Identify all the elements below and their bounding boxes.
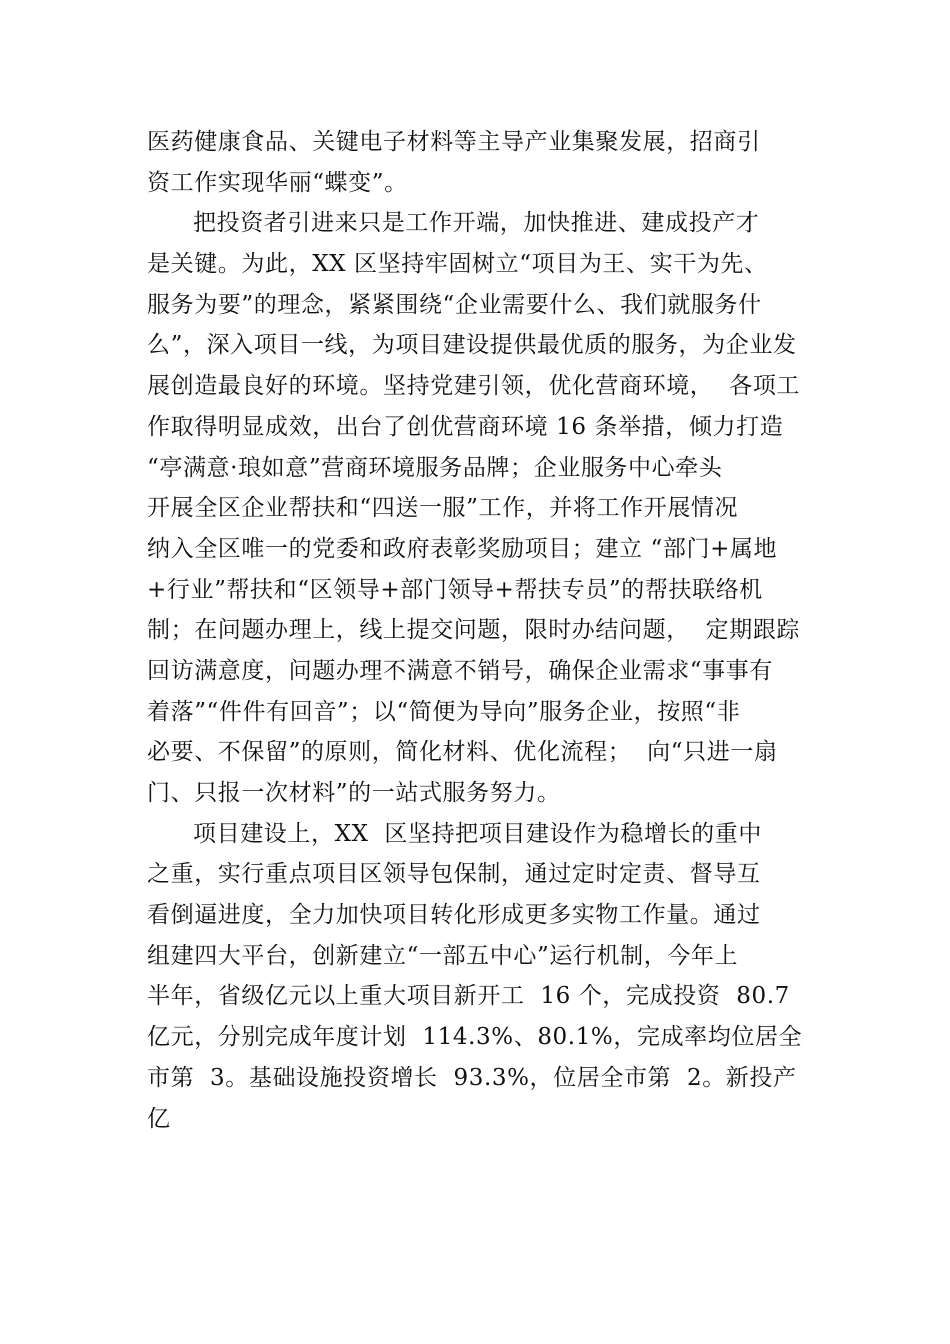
text-line: 亿元，分别完成年度计划 114.3%、80.1%，完成率均位居全 [147,1024,803,1051]
text-line: 亿 [147,1105,171,1132]
text-line: 半年，省级亿元以上重大项目新开工 16 个，完成投资 80.7 [147,983,790,1010]
text-line: 门、只报一次材料”的一站式服务努力。 [147,780,561,806]
text-line: 必要、不保留”的原则，简化材料、优化流程； 向“只进一扇 [147,739,778,766]
text-line: 纳入全区唯一的党委和政府表彰奖励项目；建立 “部门+属地 [147,535,778,562]
text-line: 服务为要”的理念，紧紧围绕“企业需要什么、我们就服务什 [147,291,762,318]
paragraph-2 [147,203,819,813]
text-line: 作取得明显成效，出台了创优营商环境 16 条举措，倾力打造 [147,413,784,440]
paragraph-3 [147,814,819,1140]
text-line: 资工作实现华丽“蝶变”。 [147,169,408,196]
text-line: 制；在问题办理上，线上提交问题，限时办结问题， 定期跟踪 [147,617,801,644]
text-line: 么”，深入项目一线，为项目建设提供最优质的服务，为企业发 [147,332,797,359]
text-line: 把投资者引进来只是工作开端，加快推进、建成投产才 [193,210,760,237]
text-line: 着落”“件件有回音”；以“简便为导向”服务企业，按照“非 [147,698,741,725]
text-line: 回访满意度，问题办理不满意不销号，确保企业需求“事事有 [147,657,773,684]
text-line: 之重，实行重点项目区领导包保制，通过定时定责、督导互 [147,861,761,888]
text-line: “亭满意·琅如意”营商环境服务品牌；企业服务中心牵头 [147,454,723,481]
paragraph-1 [147,122,819,203]
body-text [147,122,819,1139]
text-line: +行业”帮扶和“区领导+部门领导+帮扶专员”的帮扶联络机 [147,576,763,603]
text-line: 展创造最良好的环境。坚持党建引领，优化营商环境， 各项工 [147,373,801,400]
text-line: 看倒逼进度，全力加快项目转化形成更多实物工作量。通过 [147,902,761,929]
text-line: 项目建设上，XX 区坚持把项目建设作为稳增长的重中 [193,820,762,847]
text-line: 市第 3。基础设施投资增长 93.3%，位居全市第 2。新投产 [147,1064,797,1091]
text-line: 组建四大平台，创新建立“一部五中心”运行机制，今年上 [147,942,739,969]
text-line: 是关键。为此，XX 区坚持牢固树立“项目为王、实干为先、 [147,251,768,278]
text-line: 开展全区企业帮扶和“四送一服”工作，并将工作开展情况 [147,495,739,522]
text-line: 医药健康食品、关键电子材料等主导产业集聚发展，招商引 [147,129,761,155]
